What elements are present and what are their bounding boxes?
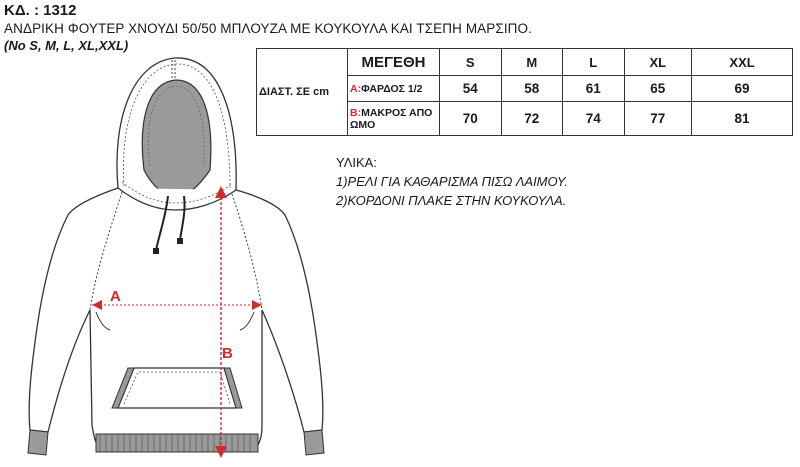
a-s: 54 (440, 76, 502, 102)
dimension-label: ΔΙΑΣΤ. ΣΕ cm (257, 49, 348, 136)
size-m: M (501, 49, 563, 76)
materials-item: 2)ΚΟΡΔΟΝΙ ΠΛΑΚΕ ΣΤΗΝ ΚΟΥΚΟΥΛΑ. (336, 193, 567, 208)
measure-a-text: ΦΑΡΔΟΣ 1/2 (361, 82, 423, 95)
sizes-note: (No S, M, L, XL,XXL) (4, 38, 129, 53)
size-table (256, 48, 793, 136)
right-cuff (304, 430, 324, 455)
measure-b-letter: B: (350, 106, 362, 119)
measure-b-text: ΜΑΚΡΟΣ ΑΠΟ ΩΜΟ (350, 106, 433, 131)
size-s: S (440, 49, 502, 76)
a-m: 58 (501, 76, 563, 102)
size-l: L (563, 49, 625, 76)
materials-title: ΥΛΙΚΑ: (336, 155, 377, 170)
a-xxl: 69 (692, 76, 793, 102)
kangaroo-pocket (118, 368, 236, 408)
a-xl: 65 (624, 76, 692, 102)
measure-a-label (348, 76, 440, 102)
product-code: ΚΔ. : 1312 (4, 2, 77, 19)
a-l: 61 (563, 76, 625, 102)
size-xl: XL (624, 49, 692, 76)
label-b: B (222, 345, 233, 362)
sizes-header: ΜΕΓΕΘΗ (348, 49, 440, 76)
size-xxl: XXL (692, 49, 793, 76)
b-xl: 77 (624, 102, 692, 136)
label-a: A (110, 288, 121, 305)
left-cuff (28, 430, 48, 455)
hood-lining (142, 80, 211, 198)
measure-b-label (348, 102, 440, 136)
b-xxl: 81 (692, 102, 793, 136)
body-outline (29, 188, 323, 448)
b-s: 70 (440, 102, 502, 136)
product-description: ΑΝΔΡΙΚΗ ΦΟΥΤΕΡ ΧΝΟΥΔΙ 50/50 ΜΠΛΟΥΖΑ ΜΕ ΚΟΥΚΟΥΛΑ ΚΑΙ ΤΣΕΠΗ ΜΑΡΣΙΠΟ. (4, 21, 532, 36)
b-m: 72 (501, 102, 563, 136)
materials-item: 1)ΡΕΛΙ ΓΙΑ ΚΑΘΑΡΙΣΜΑ ΠΙΣΩ ΛΑΙΜΟΥ. (336, 174, 569, 189)
materials-section (336, 153, 568, 210)
b-l: 74 (563, 102, 625, 136)
measure-a-letter: A: (350, 82, 362, 95)
waistband (96, 434, 258, 452)
